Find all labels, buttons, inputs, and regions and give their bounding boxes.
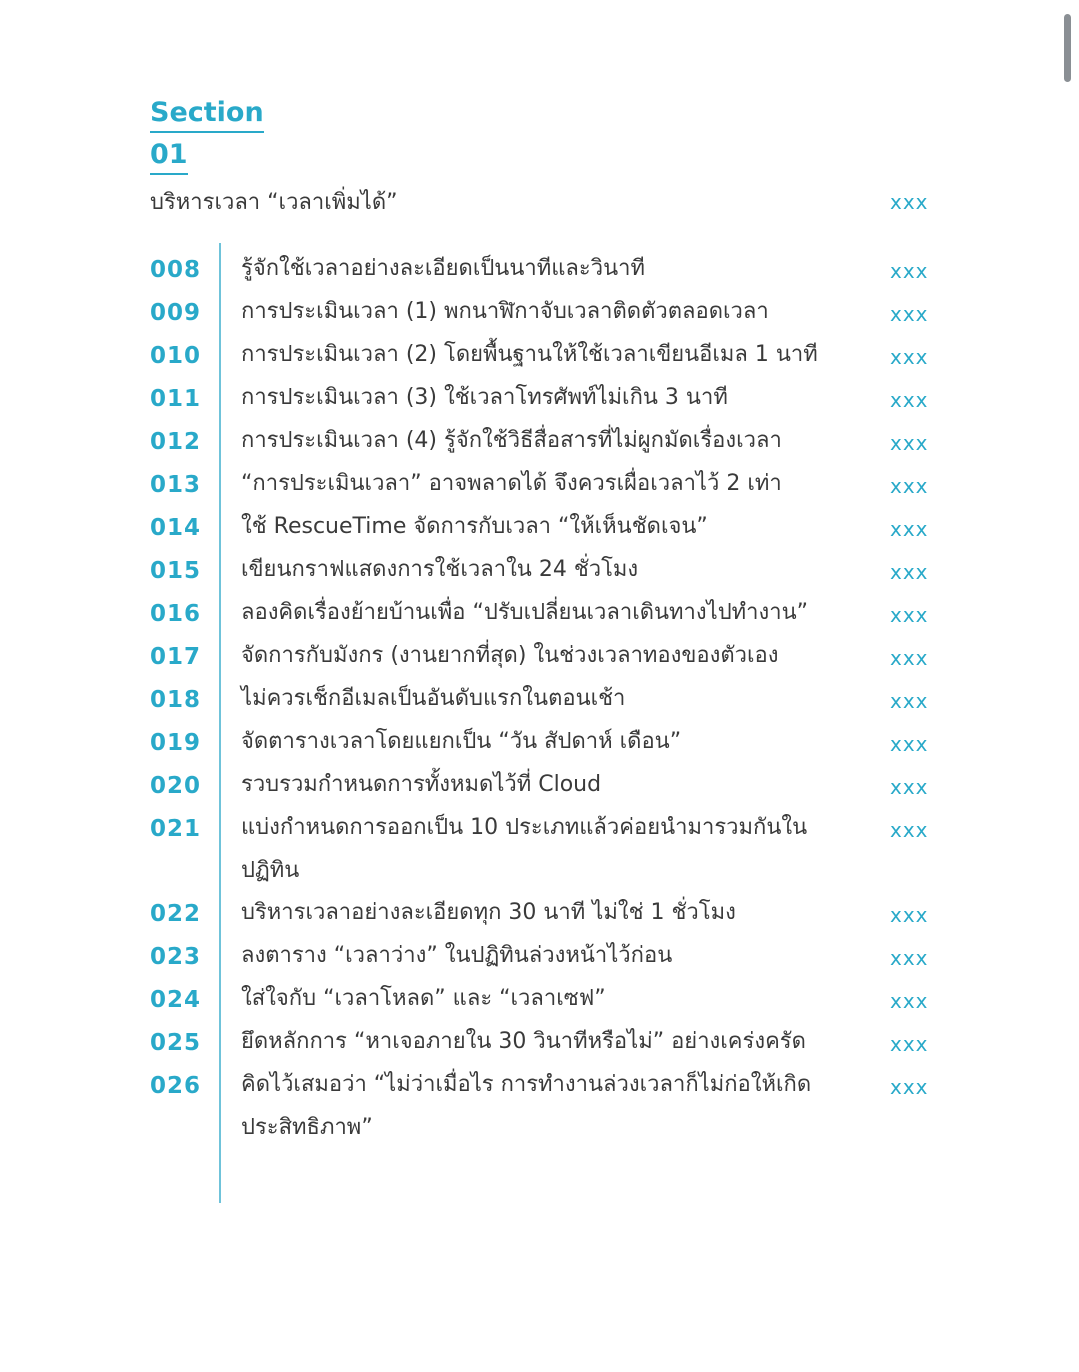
toc-entry-title: “การประเมินเวลา” อาจพลาดได้ จึงควรเผื่อเวลาไว้ 2 เท่า [241, 471, 782, 496]
toc-entry-number: 023 [150, 944, 202, 970]
toc-entry-number: 015 [150, 558, 202, 584]
toc-entry-page: xxx [890, 1032, 929, 1056]
toc-entry-number: 021 [150, 816, 202, 842]
toc-entry-page: xxx [890, 259, 929, 283]
toc-entry-page: xxx [890, 989, 929, 1013]
toc-entry-number: 008 [150, 257, 202, 283]
toc-entry-number: 018 [150, 687, 202, 713]
toc-entry-title: ใส่ใจกับ “เวลาโหลด” และ “เวลาเซฟ” [241, 986, 606, 1011]
toc-entry-page: xxx [890, 517, 929, 541]
section-word: Section [150, 95, 264, 133]
scrollbar[interactable] [1064, 14, 1071, 82]
toc-entry-title: การประเมินเวลา (2) โดยพื้นฐานให้ใช้เวลาเขียนอีเมล 1 นาที [241, 342, 818, 367]
toc-entry-page: xxx [890, 646, 929, 670]
toc-entry-title: จัดการกับมังกร (งานยากที่สุด) ในช่วงเวลาทองของตัวเอง [241, 643, 779, 668]
toc-entry-number: 012 [150, 429, 202, 455]
toc-entry-page: xxx [890, 474, 929, 498]
toc-entry-number: 020 [150, 773, 202, 799]
toc-entry-title: รวบรวมกำหนดการทั้งหมดไว้ที่ Cloud [241, 772, 602, 797]
chapter-page-number: xxx [890, 190, 929, 214]
toc-entry-page: xxx [890, 903, 929, 927]
toc-entry-title: แบ่งกำหนดการออกเป็น 10 ประเภทแล้วค่อยนำมารวมกันในปฏิทิน [241, 815, 808, 883]
toc-entry-page: xxx [890, 689, 929, 713]
toc-entry-title: ยึดหลักการ “หาเจอภายใน 30 วินาทีหรือไม่” อย่างเคร่งครัด [241, 1029, 806, 1054]
toc-entry-number: 011 [150, 386, 202, 412]
toc-entry-number: 009 [150, 300, 202, 326]
toc-entry-title: การประเมินเวลา (3) ใช้เวลาโทรศัพท์ไม่เกิน 3 นาที [241, 385, 728, 410]
toc-entry-number: 026 [150, 1073, 202, 1099]
toc-entry-page: xxx [890, 732, 929, 756]
toc-entry-page: xxx [890, 388, 929, 412]
toc-entry-number: 010 [150, 343, 202, 369]
toc-entry-page: xxx [890, 560, 929, 584]
toc-entry-number: 014 [150, 515, 202, 541]
toc-entry-number: 013 [150, 472, 202, 498]
toc-entry-page: xxx [890, 946, 929, 970]
toc-entry-page: xxx [890, 302, 929, 326]
toc-entry-title: เขียนกราฟแสดงการใช้เวลาใน 24 ชั่วโมง [241, 557, 639, 582]
section-heading [150, 93, 264, 175]
toc-entry-title: ลองคิดเรื่องย้ายบ้านเพื่อ “ปรับเปลี่ยนเวลาเดินทางไปทำงาน” [241, 600, 809, 625]
toc-entry-page: xxx [890, 775, 929, 799]
toc-entry-page: xxx [890, 345, 929, 369]
chapter-title: บริหารเวลา “เวลาเพิ่มได้” [150, 190, 398, 215]
toc-entry-title: ลงตาราง “เวลาว่าง” ในปฏิทินล่วงหน้าไว้ก่อน [241, 943, 673, 968]
toc-entry-page: xxx [890, 431, 929, 455]
toc-entry-number: 019 [150, 730, 202, 756]
toc-entry-title: บริหารเวลาอย่างละเอียดทุก 30 นาที ไม่ใช่ 1 ชั่วโมง [241, 900, 736, 925]
toc-entry-page: xxx [890, 1075, 929, 1099]
toc-entry-page: xxx [890, 603, 929, 627]
toc-entry-title: ไม่ควรเช็กอีเมลเป็นอันดับแรกในตอนเช้า [241, 686, 626, 711]
divider-line [219, 243, 221, 1203]
section-number: 01 [150, 137, 188, 175]
toc-entry-number: 025 [150, 1030, 202, 1056]
toc-entry-title: จัดตารางเวลาโดยแยกเป็น “วัน สัปดาห์ เดือน” [241, 729, 682, 754]
toc-entry-title: รู้จักใช้เวลาอย่างละเอียดเป็นนาทีและวินาที [241, 256, 645, 281]
toc-entry-number: 024 [150, 987, 202, 1013]
toc-entry-page: xxx [890, 818, 929, 842]
toc-entry-title: การประเมินเวลา (1) พกนาฬิกาจับเวลาติดตัวตลอดเวลา [241, 299, 769, 324]
toc-entry-number: 016 [150, 601, 202, 627]
toc-entry-number: 017 [150, 644, 202, 670]
toc-entry-title: การประเมินเวลา (4) รู้จักใช้วิธีสื่อสารที่ไม่ผูกมัดเรื่องเวลา [241, 428, 782, 453]
toc-entry-number: 022 [150, 901, 202, 927]
toc-entry-title: ใช้ RescueTime จัดการกับเวลา “ให้เห็นชัดเจน” [241, 514, 708, 539]
toc-entry-title: คิดไว้เสมอว่า “ไม่ว่าเมื่อไร การทำงานล่วงเวลาก็ไม่ก่อให้เกิดประสิทธิภาพ” [241, 1072, 812, 1140]
